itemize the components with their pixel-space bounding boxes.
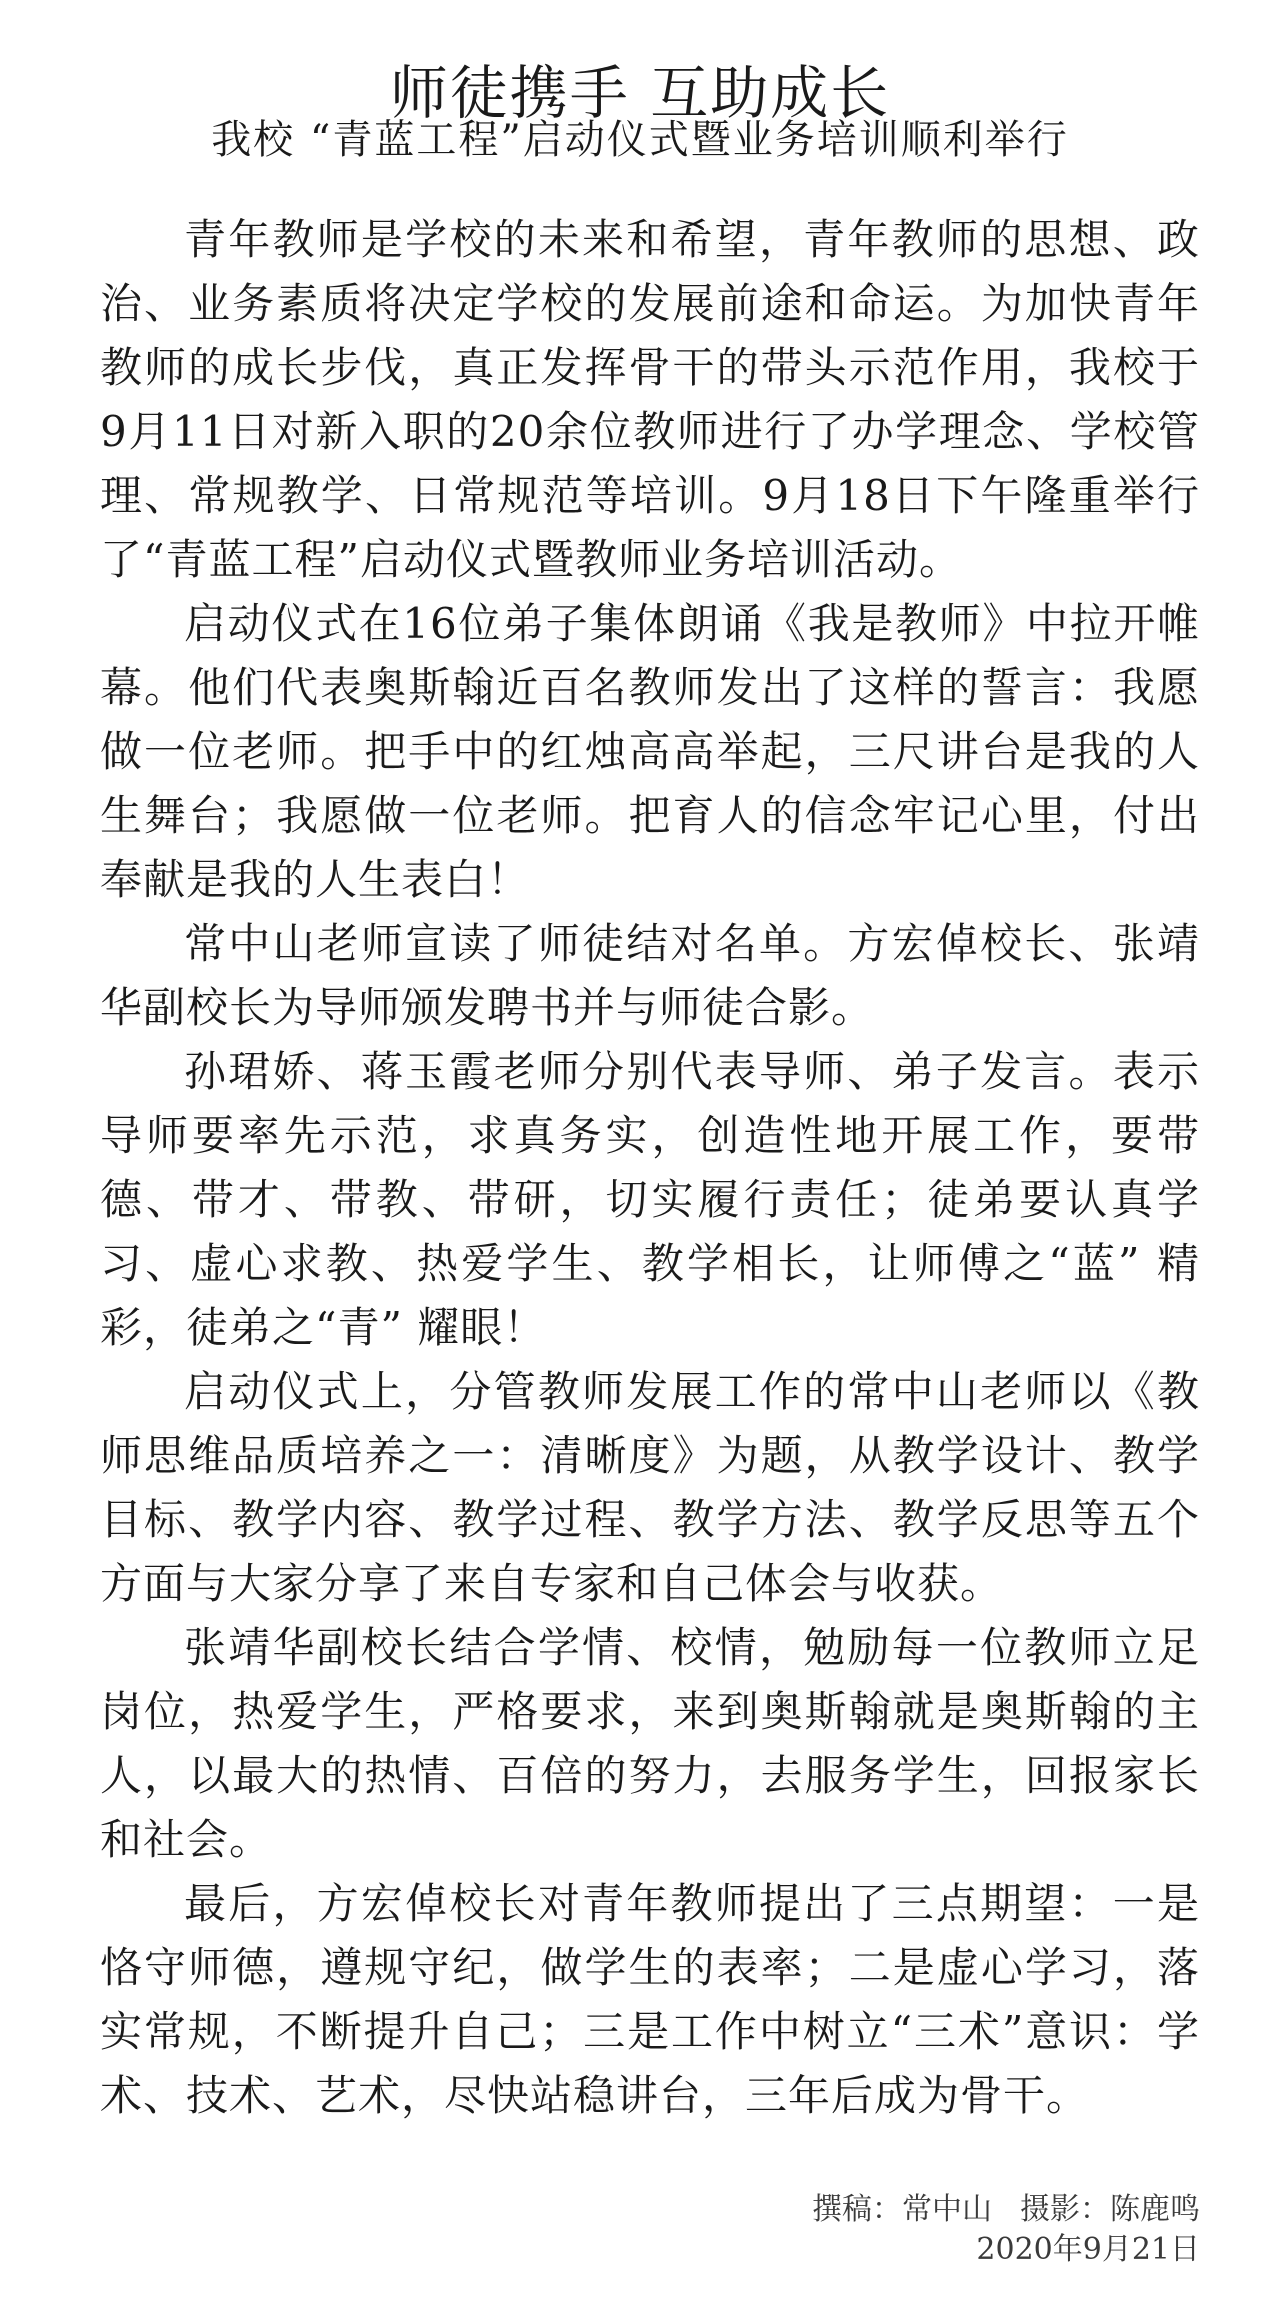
writer-credit: 撰稿：常中山: [812, 2192, 992, 2227]
publish-date: 2020年9月21日: [976, 2232, 1200, 2267]
paragraph-7: 最后，方宏倬校长对青年教师提出了三点期望：一是恪守师德，遵规守纪，做学生的表率；二是虚心学习，落实常规，不断提升自己；三是工作中树立“三术”意识：学术、技术、艺术，尽快站稳讲台，三年后成为骨干。: [100, 1879, 1200, 2120]
paragraph-3: 常中山老师宣读了师徒结对名单。方宏倬校长、张靖华副校长为导师颁发聘书并与师徒合影。: [100, 919, 1200, 1032]
article-subtitle: 我校 “青蓝工程”启动仪式暨业务培训顺利举行: [211, 117, 1069, 163]
photographer-credit: 摄影：陈鹿鸣: [1020, 2192, 1200, 2227]
paragraph-6: 张靖华副校长结合学情、校情，勉励每一位教师立足岗位，热爱学生，严格要求，来到奥斯翰就是奥斯翰的主人，以最大的热情、百倍的努力，去服务学生，回报家长和社会。: [100, 1623, 1200, 1864]
credits-line: [812, 2190, 1200, 2230]
article-credits: [812, 2190, 1200, 2270]
article-title: 师徒携手 互助成长: [389, 58, 891, 127]
paragraph-2: 启动仪式在16位弟子集体朗诵《我是教师》中拉开帷幕。他们代表奥斯翰近百名教师发出了这样的誓言：我愿做一位老师。把手中的红烛高高举起，三尺讲台是我的人生舞台；我愿做一位老师。把育人的信念牢记心里，付出奉献是我的人生表白！: [100, 599, 1200, 904]
paragraph-4: 孙珺娇、蒋玉霞老师分别代表导师、弟子发言。表示导师要率先示范，求真务实，创造性地开展工作，要带德、带才、带教、带研，切实履行责任；徒弟要认真学习、虚心求教、热爱学生、教学相长，让师傅之“蓝” 精彩，徒弟之“青” 耀眼！: [100, 1047, 1200, 1352]
paragraph-1: 青年教师是学校的未来和希望，青年教师的思想、政治、业务素质将决定学校的发展前途和命运。为加快青年教师的成长步伐，真正发挥骨干的带头示范作用，我校于9月11日对新入职的20余位教师进行了办学理念、学校管理、常规教学、日常规范等培训。9月18日下午隆重举行了“青蓝工程”启动仪式暨教师业务培训活动。: [100, 215, 1200, 584]
article-body: [100, 208, 1200, 2128]
paragraph-5: 启动仪式上，分管教师发展工作的常中山老师以《教师思维品质培养之一：清晰度》为题，从教学设计、教学目标、教学内容、教学过程、教学方法、教学反思等五个方面与大家分享了来自专家和自己体会与收获。: [100, 1367, 1200, 1608]
